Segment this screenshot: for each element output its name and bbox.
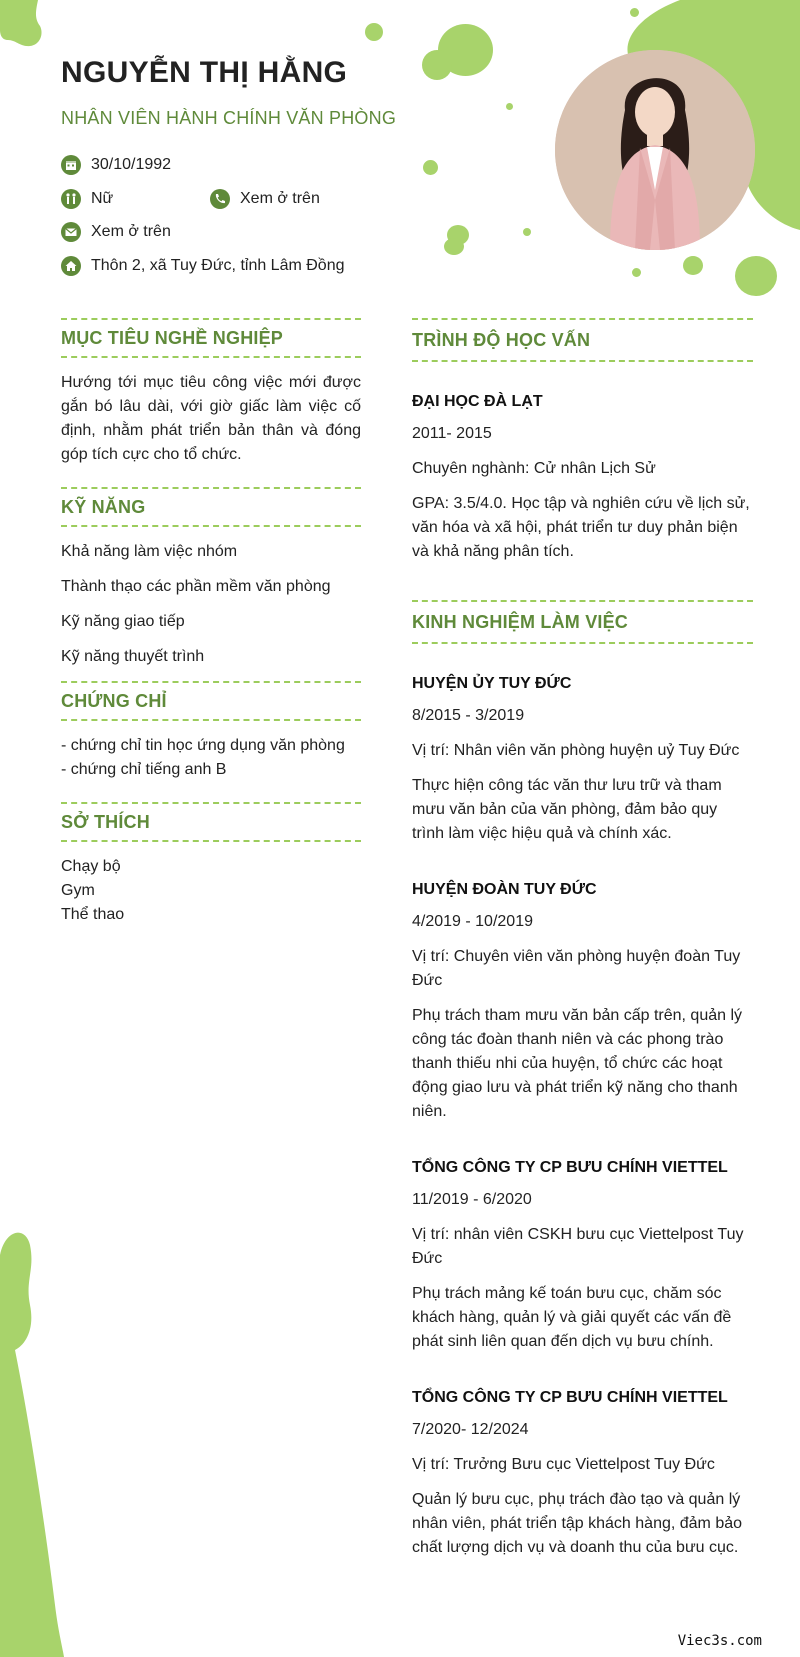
education-school: ĐẠI HỌC ĐÀ LẠT xyxy=(412,393,543,410)
calendar-icon xyxy=(61,155,81,175)
decorative-blob-top-left xyxy=(0,0,50,50)
experience-item xyxy=(412,1159,753,1354)
education-heading: TRÌNH ĐỘ HỌC VẤN xyxy=(412,318,753,362)
phone-value: Xem ở trên xyxy=(240,190,320,207)
experience-period: 4/2019 - 10/2019 xyxy=(412,913,533,930)
hobbies-list xyxy=(61,855,361,927)
experience-period: 7/2020- 12/2024 xyxy=(412,1421,529,1438)
experience-description: Phụ trách tham mưu văn bản cấp trên, quản lý công tác đoàn thanh niên và các phong trào thanh thiếu nhi của huyện, tổ chức các hoạt động giao lưu và phát triển kỹ năng cho thanh niên. xyxy=(412,1007,743,1120)
experience-position: Vị trí: Nhân viên văn phòng huyện uỷ Tuy Đức xyxy=(412,742,740,759)
education-detail: GPA: 3.5/4.0. Học tập và nghiên cứu về lịch sử, văn hóa và xã hội, phát triển tư duy phản biện và khả năng phân tích. xyxy=(412,495,750,560)
decorative-dot xyxy=(523,228,531,236)
experience-item xyxy=(412,881,753,1124)
envelope-icon xyxy=(61,222,81,242)
decorative-dot xyxy=(422,50,452,80)
dob-value: 30/10/1992 xyxy=(91,156,172,173)
education-major: Chuyên nghành: Cử nhân Lịch Sử xyxy=(412,460,656,477)
decorative-dot xyxy=(423,160,438,175)
experience-org: HUYỆN ĐOÀN TUY ĐỨC xyxy=(412,881,597,898)
certificate-item: - chứng chỉ tiếng anh B xyxy=(61,761,227,778)
experience-period: 11/2019 - 6/2020 xyxy=(412,1191,532,1208)
objective-heading: MỤC TIÊU NGHỀ NGHIỆP xyxy=(61,318,361,358)
skill-item: Khả năng làm việc nhóm xyxy=(61,543,238,560)
skills-heading: KỸ NĂNG xyxy=(61,487,361,527)
decorative-dot xyxy=(735,256,777,296)
decorative-dot xyxy=(630,8,639,17)
certificate-item: - chứng chỉ tin học ứng dụng văn phòng xyxy=(61,737,345,754)
skill-item: Kỹ năng thuyết trình xyxy=(61,648,205,665)
hobby-item: Thể thao xyxy=(61,906,125,923)
experience-period: 8/2015 - 3/2019 xyxy=(412,707,525,724)
experience-org: TỔNG CÔNG TY CP BƯU CHÍNH VIETTEL xyxy=(412,1389,728,1406)
hobbies-heading: SỞ THÍCH xyxy=(61,802,361,842)
left-column xyxy=(61,318,361,927)
certificates-heading: CHỨNG CHỈ xyxy=(61,681,361,721)
gender-value: Nữ xyxy=(91,190,114,207)
skill-item: Thành thạo các phần mềm văn phòng xyxy=(61,578,331,595)
decorative-blob-bottom-left xyxy=(0,1225,70,1657)
job-title: NHÂN VIÊN HÀNH CHÍNH VĂN PHÒNG xyxy=(61,108,397,128)
gender-row xyxy=(61,189,113,209)
home-icon xyxy=(61,256,81,276)
right-column xyxy=(412,318,753,1560)
experience-position: Vị trí: nhân viên CSKH bưu cục Viettelpost Tuy Đức xyxy=(412,1226,744,1267)
experience-position: Vị trí: Chuyên viên văn phòng huyện đoàn Tuy Đức xyxy=(412,948,741,989)
decorative-dot xyxy=(683,256,703,275)
address-row xyxy=(61,256,345,276)
hobby-item: Gym xyxy=(61,882,95,899)
decorative-dot xyxy=(632,268,641,277)
experience-item xyxy=(412,1389,753,1560)
email-row xyxy=(61,222,171,242)
decorative-dot xyxy=(506,103,513,110)
address-value: Thôn 2, xã Tuy Đức, tỉnh Lâm Đồng xyxy=(91,257,345,274)
skills-list xyxy=(61,540,361,669)
experience-item xyxy=(412,675,753,846)
experience-description: Phụ trách mảng kế toán bưu cục, chăm sóc khách hàng, quản lý và giải quyết các vấn đề phát sinh liên quan đến dịch vụ bưu chính. xyxy=(412,1285,732,1350)
profile-photo xyxy=(555,50,755,250)
phone-icon xyxy=(210,189,230,209)
experience-description: Quản lý bưu cục, phụ trách đào tạo và quản lý nhân viên, phát triển tập khách hàng, đảm bảo chất lượng dịch vụ và doanh thu của bưu cục. xyxy=(412,1491,743,1556)
decorative-dot xyxy=(444,238,464,255)
certificates-list xyxy=(61,734,361,782)
experience-description: Thực hiện công tác văn thư lưu trữ và tham mưu văn bản của văn phòng, đảm bảo quy trình làm việc hiệu quả và chính xác. xyxy=(412,777,722,842)
phone-row xyxy=(210,189,320,209)
gender-icon xyxy=(61,189,81,209)
email-value: Xem ở trên xyxy=(91,223,171,240)
decorative-dot xyxy=(365,23,383,41)
objective-text: Hướng tới mục tiêu công việc mới được gắn bó lâu dài, với giờ giấc làm việc cố định, nhằm phát triển bản thân và đóng góp tích cực cho tổ chức. xyxy=(61,374,361,463)
experience-org: TỔNG CÔNG TY CP BƯU CHÍNH VIETTEL xyxy=(412,1159,728,1176)
hobby-item: Chạy bộ xyxy=(61,858,121,875)
dob-row xyxy=(61,155,171,175)
watermark: Viec3s.com xyxy=(677,1633,762,1649)
education-period: 2011- 2015 xyxy=(412,425,492,442)
candidate-name: NGUYỄN THỊ HẰNG xyxy=(61,56,348,89)
experience-heading: KINH NGHIỆM LÀM VIỆC xyxy=(412,600,753,644)
skill-item: Kỹ năng giao tiếp xyxy=(61,613,185,630)
experience-org: HUYỆN ỦY TUY ĐỨC xyxy=(412,675,572,692)
experience-position: Vị trí: Trưởng Bưu cục Viettelpost Tuy Đức xyxy=(412,1456,715,1473)
